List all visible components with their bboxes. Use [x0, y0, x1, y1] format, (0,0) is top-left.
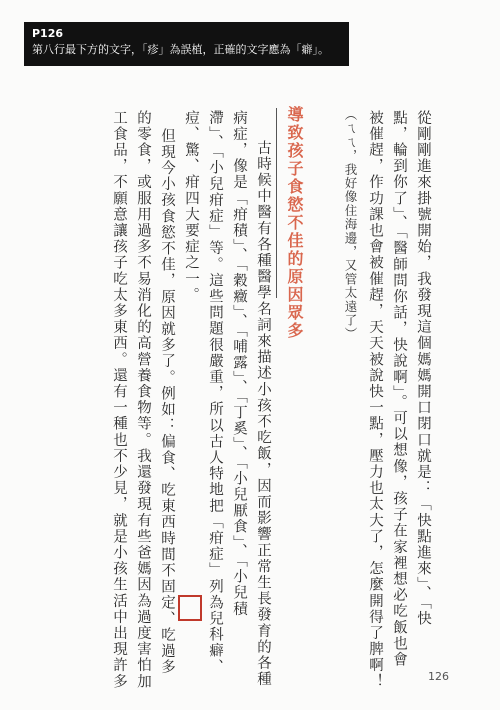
section-heading: 導致孩子食慾不佳的原因眾多 — [285, 106, 304, 340]
erratum-note: 第八行最下方的文字，「疹」為誤植，正確的文字應為「癖」。 — [32, 43, 329, 56]
text-column-aside: （ㄟㄟ，我好像住海邊，又管太遠了） — [343, 108, 358, 341]
text-column-11: 的零食，或服用過多不易消化的高營養食物等。我還發現有些爸媽因為過度害怕加 — [135, 110, 151, 690]
text-column-2: 點，輪到你了」、「醫師問你話，快說啊」。可以想像，孩子在家裡想必吃飯也會 — [391, 110, 407, 668]
text-column-8: 滯」、「小兒疳症」等。這些問題很嚴重，所以古人特地把「疳症」列為兒科癖、 — [207, 110, 223, 676]
erratum-page-ref: P126 — [32, 27, 64, 40]
page-number: 126 — [428, 670, 449, 683]
heading-rule — [276, 108, 277, 298]
text-column-1: 從剛剛進來掛號開始，我發現這個媽媽開口閉口就是：「快點進來」、「快 — [415, 110, 431, 627]
text-column-9: 痘、驚、疳四大要症之一。 — [183, 110, 199, 304]
text-column-12: 工食品，不願意讓孩子吃太多東西。還有一種也不少見，就是小孩生活中出現許多 — [111, 110, 127, 690]
erratum-banner — [24, 22, 349, 66]
text-column-7: 病症，像是「疳積」、「穀癥」、「哺露」、「丁奚」、「小兒厭食」、「小兒積 — [231, 110, 247, 618]
text-column-3: 被催趕，作功課也會被催趕，天天被說快一點，壓力也太大了，怎麼開得了脾啊！ — [367, 110, 383, 690]
correction-highlight-box — [178, 595, 202, 621]
text-column-6: 古時候中醫有各種醫學名詞來描述小孩不吃飯，因而影響正常生長發育的各種 — [255, 140, 271, 688]
text-column-10: 但現今小孩食慾不佳，原因就多了。例如：偏食、吃東西時間不固定、吃過多 — [159, 128, 175, 676]
